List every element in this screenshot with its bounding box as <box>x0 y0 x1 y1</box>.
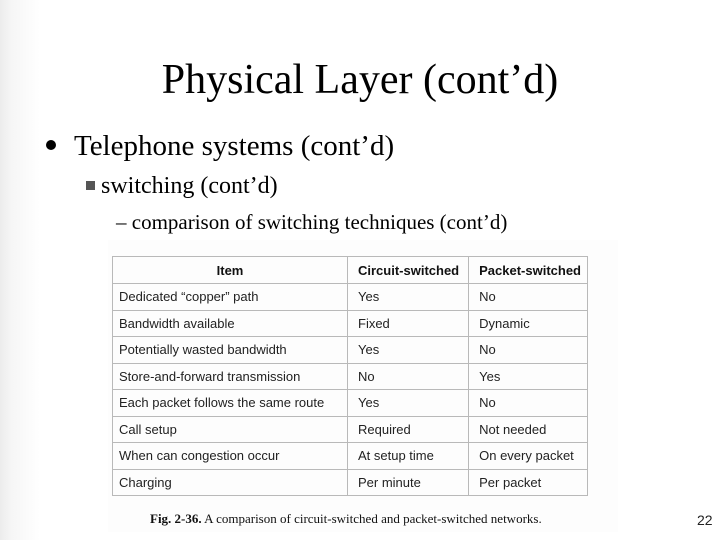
table-cell-circuit: Required <box>348 416 469 443</box>
table-cell-item: When can congestion occur <box>113 443 348 470</box>
bullet-level-2 <box>86 171 278 201</box>
figure-caption-label: Fig. 2-36. <box>150 511 202 526</box>
table-row <box>113 337 588 364</box>
bullet-level-1 <box>46 128 394 164</box>
slide-title: Physical Layer (cont’d) <box>161 57 559 103</box>
table-header-row <box>113 257 588 284</box>
bullet-level-2-text: switching (cont’d) <box>101 173 278 199</box>
table-cell-packet: No <box>469 284 588 311</box>
table-cell-item: Potentially wasted bandwidth <box>113 337 348 364</box>
table-row <box>113 416 588 443</box>
table-cell-item: Each packet follows the same route <box>113 390 348 417</box>
page-number: 22 <box>697 512 713 528</box>
column-header-packet: Packet-switched <box>469 257 588 284</box>
table-row <box>113 310 588 337</box>
table-cell-packet: Not needed <box>469 416 588 443</box>
table-row <box>113 390 588 417</box>
table-cell-packet: On every packet <box>469 443 588 470</box>
table-row <box>113 284 588 311</box>
table-cell-item: Dedicated “copper” path <box>113 284 348 311</box>
table-cell-circuit: At setup time <box>348 443 469 470</box>
comparison-table <box>112 256 588 496</box>
table-cell-packet: Per packet <box>469 469 588 496</box>
square-bullet-icon <box>86 181 95 190</box>
table-cell-circuit: Yes <box>348 390 469 417</box>
table-cell-item: Charging <box>113 469 348 496</box>
table-cell-circuit: Yes <box>348 337 469 364</box>
table-row <box>113 363 588 390</box>
table-cell-circuit: Yes <box>348 284 469 311</box>
table-row <box>113 469 588 496</box>
table-cell-circuit: No <box>348 363 469 390</box>
column-header-circuit: Circuit-switched <box>348 257 469 284</box>
table-cell-circuit: Fixed <box>348 310 469 337</box>
figure-caption <box>150 511 542 527</box>
table-cell-item: Bandwidth available <box>113 310 348 337</box>
table-cell-packet: Dynamic <box>469 310 588 337</box>
column-header-item: Item <box>113 257 348 284</box>
table-cell-item: Store-and-forward transmission <box>113 363 348 390</box>
bullet-level-3: – comparison of switching techniques (cont’d) <box>116 210 508 234</box>
round-bullet-icon <box>46 140 56 150</box>
bullet-level-1-text: Telephone systems (cont’d) <box>74 130 395 162</box>
scanned-figure <box>108 240 618 532</box>
table-cell-circuit: Per minute <box>348 469 469 496</box>
table-cell-packet: No <box>469 337 588 364</box>
table-cell-packet: Yes <box>469 363 588 390</box>
figure-caption-text: A comparison of circuit-switched and packet-switched networks. <box>201 511 542 526</box>
table-cell-item: Call setup <box>113 416 348 443</box>
table-cell-packet: No <box>469 390 588 417</box>
table-row <box>113 443 588 470</box>
